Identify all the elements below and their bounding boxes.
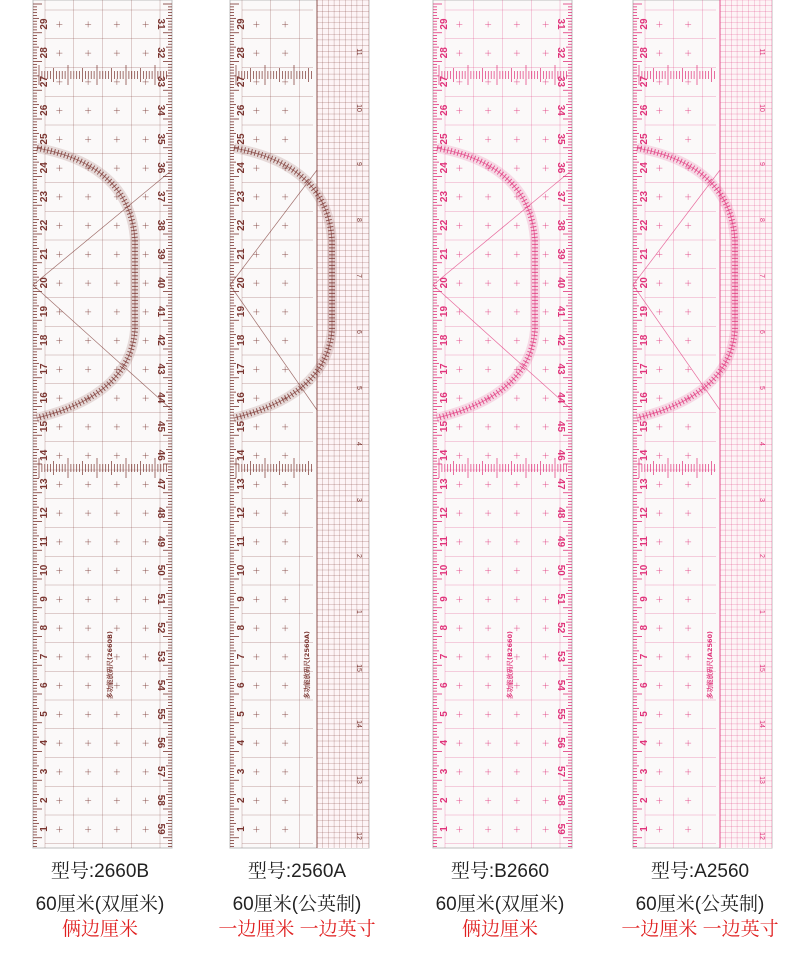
cm-number-label: 9 [439,596,450,602]
cm-number-label: 1 [639,826,650,832]
length-spec [197,889,397,916]
cm-number-label: 28 [639,47,650,59]
cm-number-label: 33 [555,75,566,88]
inch-number-label: 13 [758,776,765,784]
cm-number-label: 59 [555,823,566,835]
cm-number-label: 15 [39,420,50,433]
cm-number-label: 36 [155,162,166,174]
inch-number-label: 2 [758,554,765,558]
cm-number-label: 15 [439,420,450,433]
cm-number-label: 26 [639,104,650,116]
cm-number-label: 1 [39,826,50,832]
cm-number-label: 29 [39,18,50,30]
cm-number-label: 27 [39,75,50,88]
cm-number-label: 37 [555,190,566,203]
cm-number-label: 58 [555,794,566,806]
edge-description [400,914,600,941]
cm-number-label: 8 [439,624,450,631]
cm-number-label: 11 [236,536,247,547]
cm-number-label: 27 [439,75,450,88]
cm-number-label: 4 [39,739,50,746]
cm-number-label: 2 [39,797,50,804]
inch-number-label: 4 [758,442,765,446]
cm-number-label: 32 [555,47,566,59]
cm-number-label: 13 [236,478,247,490]
cm-number-label: 31 [155,18,166,30]
cm-number-label: 13 [439,478,450,490]
cm-number-label: 16 [39,392,50,404]
inch-number-label: 1 [758,610,765,614]
cm-number-label: 2 [439,797,450,804]
cm-number-label: 55 [155,708,166,720]
inch-number-label: 6 [355,330,362,334]
cm-number-label: 3 [439,768,450,775]
cm-number-label: 39 [155,248,166,260]
inch-number-label: 14 [758,720,765,728]
inch-number-label: 7 [355,274,362,278]
inch-number-label: 5 [758,386,765,390]
cm-number-label: 28 [236,47,247,59]
cm-number-label: 3 [639,768,650,775]
cm-number-label: 58 [155,794,166,806]
inch-number-label: 10 [758,104,765,112]
cm-number-label: 7 [639,653,650,660]
cm-number-label: 59 [155,823,166,835]
cm-number-label: 55 [555,708,566,720]
cm-number-label: 22 [39,219,50,231]
cm-number-label: 47 [555,478,566,490]
cm-number-label: 53 [555,650,566,663]
cm-number-label: 19 [639,305,650,318]
inch-number-label: 9 [355,162,362,166]
model-label: 型号: [50,861,95,882]
cm-number-label: 1 [439,826,450,832]
cm-number-label: 2 [639,797,650,804]
cm-number-label: 21 [639,248,650,260]
ruler-image-b2660 [400,0,600,850]
cm-number-label: 40 [155,277,166,289]
model-label: 型号: [650,861,695,882]
cm-number-label: 17 [439,363,450,375]
cm-number-label: 27 [639,75,650,88]
cm-number-label: 15 [639,420,650,433]
inch-number-label: 2 [355,554,362,558]
cm-number-label: 8 [236,624,247,631]
cm-number-label: 50 [155,564,166,576]
cm-number-label: 21 [236,248,247,260]
product-card-2660b [0,0,200,963]
cm-number-label: 28 [39,47,50,59]
inch-number-label: 12 [355,832,362,840]
cm-number-label: 34 [555,104,566,116]
model-label: 型号: [450,861,495,882]
cm-number-label: 47 [155,478,166,490]
cm-number-label: 27 [236,75,247,88]
cm-number-label: 12 [439,507,450,519]
cm-number-label: 45 [155,420,166,433]
cm-number-label: 5 [439,711,450,717]
edge-description-text: 一边厘米 一边英寸 [218,919,376,940]
cm-number-label: 36 [555,162,566,174]
inch-number-label: 15 [758,664,765,672]
cm-number-label: 10 [639,564,650,576]
cm-number-label: 18 [639,334,650,346]
cm-number-label: 18 [39,334,50,346]
cm-number-label: 20 [439,277,450,289]
cm-number-label: 52 [155,622,166,634]
inch-number-label: 11 [758,48,765,56]
cm-number-label: 11 [39,536,50,547]
product-card-2560a [197,0,397,963]
inch-number-label: 11 [355,48,362,56]
cm-number-label: 4 [236,739,247,746]
cm-number-label: 49 [555,535,566,548]
cm-number-label: 22 [439,219,450,231]
cm-number-label: 25 [439,133,450,145]
cm-number-label: 49 [155,535,166,548]
cm-number-label: 16 [639,392,650,404]
edge-description-text: 俩边厘米 [461,919,538,940]
cm-number-label: 34 [155,104,166,116]
cm-number-label: 17 [236,363,247,375]
cm-number-label: 26 [236,104,247,116]
edge-description-text: 一边厘米 一边英寸 [621,919,779,940]
cm-number-label: 4 [439,739,450,746]
cm-number-label: 12 [639,507,650,519]
cm-number-label: 42 [155,334,166,346]
cm-number-label: 56 [555,737,566,749]
cm-number-label: 19 [236,305,247,318]
cm-number-label: 19 [39,305,50,318]
length-spec [0,889,200,916]
cm-number-label: 38 [555,219,566,231]
cm-number-label: 57 [555,765,566,778]
ruler-imprint: 多功能放码尺(B2660) [506,631,514,699]
cm-number-label: 12 [39,507,50,519]
cm-number-label: 29 [639,18,650,30]
product-card-b2660 [400,0,600,963]
cm-number-label: 8 [39,624,50,631]
cm-number-label: 43 [555,363,566,375]
inch-number-label: 8 [355,218,362,222]
cm-number-label: 16 [439,392,450,404]
cm-number-label: 10 [439,564,450,576]
cm-number-label: 25 [39,133,50,145]
cm-number-label: 51 [155,593,166,605]
cm-number-label: 5 [639,711,650,717]
cm-number-label: 4 [639,739,650,746]
cm-number-label: 14 [236,449,247,461]
cm-number-label: 45 [555,420,566,433]
cm-numbers-right [155,18,166,835]
cm-number-label: 12 [236,507,247,519]
cm-number-label: 33 [155,75,166,88]
cm-number-label: 10 [236,564,247,576]
cm-number-label: 9 [39,596,50,602]
cm-number-label: 13 [639,478,650,490]
cm-number-label: 52 [555,622,566,634]
ruler-imprint: 多功能放码尺(A2560) [706,630,714,700]
cm-number-label: 35 [555,133,566,145]
model-line [0,856,200,883]
inch-number-label: 3 [355,498,362,502]
cm-number-label: 1 [236,826,247,832]
cm-number-label: 29 [439,18,450,30]
cm-number-label: 26 [439,104,450,116]
cm-number-label: 28 [439,47,450,59]
product-card-a2560 [600,0,800,963]
cm-number-label: 41 [555,305,566,318]
inch-number-label: 15 [355,664,362,672]
cm-number-label: 14 [39,449,50,461]
cm-number-label: 24 [439,162,450,174]
cm-number-label: 18 [439,334,450,346]
cm-number-label: 32 [155,47,166,59]
cm-number-label: 7 [39,653,50,660]
cm-number-label: 3 [236,768,247,775]
inch-number-label: 1 [355,610,362,614]
ruler-image-a2560 [600,0,800,850]
cm-number-label: 48 [155,507,166,519]
cm-number-label: 43 [155,363,166,375]
cm-number-label: 6 [236,682,247,689]
cm-number-label: 50 [555,564,566,576]
cm-number-label: 40 [555,277,566,289]
cm-number-label: 56 [155,737,166,749]
cm-number-label: 7 [236,653,247,660]
cm-number-label: 5 [236,711,247,717]
inch-number-label: 8 [758,218,765,222]
model-code: 2660B [94,861,150,882]
cm-numbers-right [555,18,566,835]
cm-number-label: 46 [155,449,166,461]
cm-number-label: 44 [555,392,566,404]
cm-number-label: 31 [555,18,566,30]
model-code: A2560 [694,861,750,882]
length-spec-text: 60厘米(双厘米) [35,894,165,915]
cm-number-label: 44 [155,392,166,404]
cm-number-label: 25 [236,133,247,145]
edge-description-text: 俩边厘米 [61,919,138,940]
cm-number-label: 48 [555,507,566,519]
cm-number-label: 41 [155,305,166,318]
length-spec [400,889,600,916]
cm-number-label: 25 [639,133,650,145]
model-line [600,856,800,883]
cm-number-label: 35 [155,133,166,145]
cm-number-label: 53 [155,650,166,663]
cm-number-label: 19 [439,305,450,318]
cm-number-label: 20 [236,277,247,289]
cm-number-label: 20 [39,277,50,289]
cm-number-label: 42 [555,334,566,346]
length-spec-text: 60厘米(双厘米) [435,894,565,915]
cm-number-label: 6 [439,682,450,689]
cm-number-label: 37 [155,190,166,203]
edge-description [600,914,800,941]
inch-number-label: 5 [355,386,362,390]
cm-number-label: 23 [639,190,650,203]
cm-number-label: 13 [39,478,50,490]
cm-number-label: 11 [439,536,450,547]
cm-number-label: 3 [39,768,50,775]
ruler-image-2660b [0,0,200,850]
cm-number-label: 9 [236,596,247,602]
inch-number-label: 3 [758,498,765,502]
cm-number-label: 14 [639,449,650,461]
cm-number-label: 17 [639,363,650,375]
cm-number-label: 29 [236,18,247,30]
length-spec-text: 60厘米(公英制) [232,894,362,915]
cm-number-label: 39 [555,248,566,260]
cm-number-label: 6 [639,682,650,689]
length-spec [600,889,800,916]
cm-number-label: 24 [39,162,50,174]
inch-number-label: 13 [355,776,362,784]
inch-number-label: 14 [355,720,362,728]
length-spec-text: 60厘米(公英制) [635,894,765,915]
cm-number-label: 17 [39,363,50,375]
cm-number-label: 10 [39,564,50,576]
cm-number-label: 54 [555,679,566,691]
cm-number-label: 22 [639,219,650,231]
model-line [197,856,397,883]
cm-number-label: 24 [639,162,650,174]
cm-number-label: 51 [555,593,566,605]
inch-number-label: 9 [758,162,765,166]
cm-number-label: 21 [439,248,450,260]
ruler-image-2560a [197,0,397,850]
cm-number-label: 38 [155,219,166,231]
cm-number-label: 16 [236,392,247,404]
cm-number-label: 23 [236,190,247,203]
cm-number-label: 9 [639,596,650,602]
cm-number-label: 20 [639,277,650,289]
cm-number-label: 46 [555,449,566,461]
cm-number-label: 6 [39,682,50,689]
cm-number-label: 2 [236,797,247,804]
model-label: 型号: [247,861,292,882]
cm-number-label: 5 [39,711,50,717]
cm-number-label: 23 [39,190,50,203]
cm-number-label: 23 [439,190,450,203]
edge-description [0,914,200,941]
cm-number-label: 22 [236,219,247,231]
model-code: B2660 [494,861,550,882]
model-code: 2560A [291,861,347,882]
ruler-imprint: 多功能放码尺(2560A) [303,630,311,700]
inch-number-label: 6 [758,330,765,334]
cm-number-label: 7 [439,653,450,660]
cm-number-label: 18 [236,334,247,346]
inch-number-label: 7 [758,274,765,278]
cm-number-label: 57 [155,765,166,778]
edge-description [197,914,397,941]
inch-number-label: 10 [355,104,362,112]
cm-number-label: 54 [155,679,166,691]
cm-number-label: 24 [236,162,247,174]
inch-number-label: 4 [355,442,362,446]
cm-number-label: 14 [439,449,450,461]
cm-number-label: 8 [639,624,650,631]
cm-number-label: 26 [39,104,50,116]
cm-number-label: 15 [236,420,247,433]
model-line [400,856,600,883]
cm-number-label: 11 [639,536,650,547]
cm-number-label: 21 [39,248,50,260]
inch-number-label: 12 [758,832,765,840]
ruler-imprint: 多功能放码尺(2660B) [106,631,114,699]
